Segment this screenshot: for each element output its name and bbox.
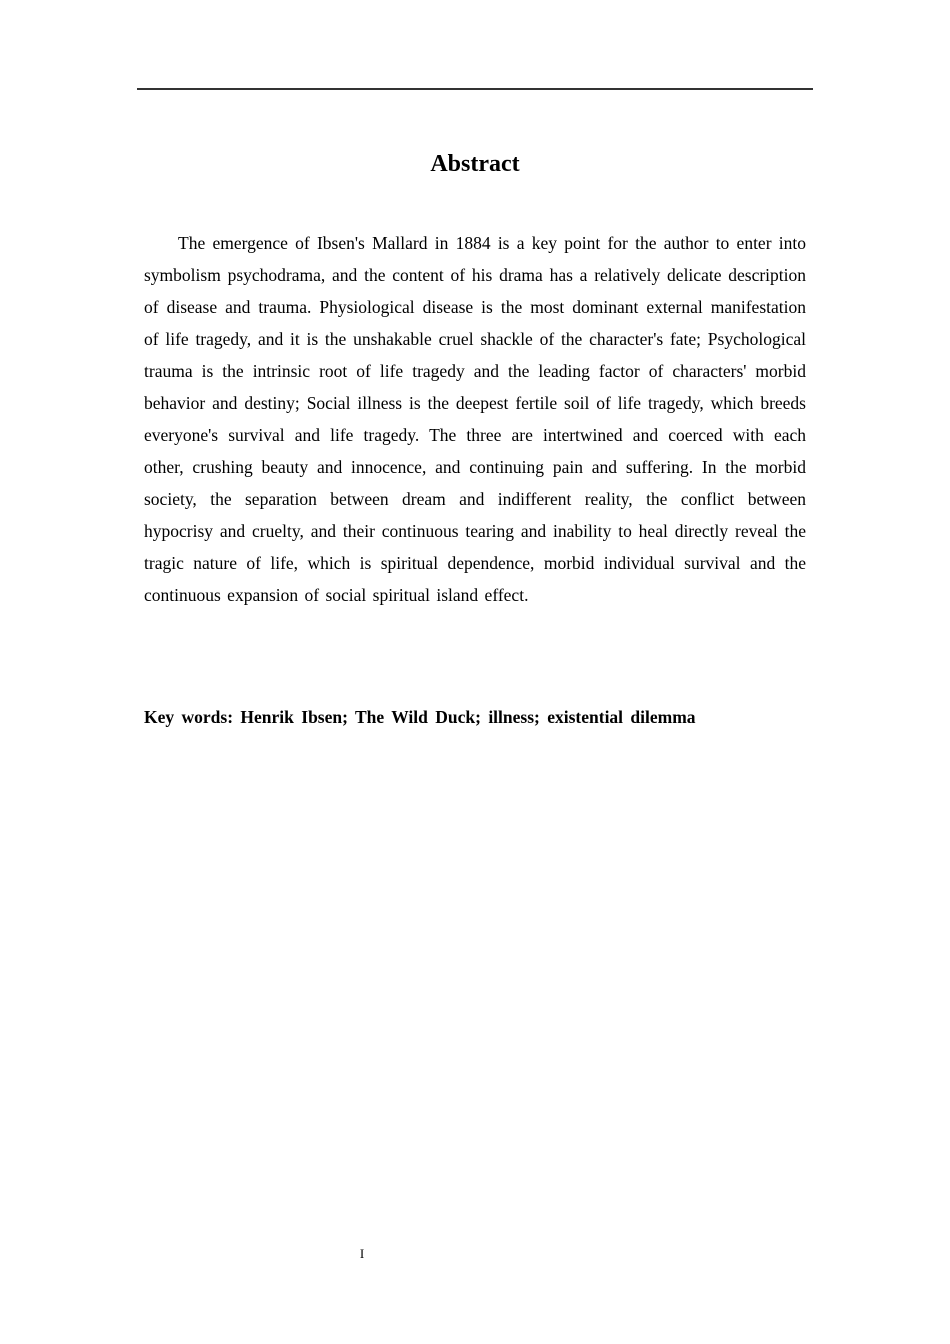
abstract-body: The emergence of Ibsen's Mallard in 1884 is a key point for the author to enter into symbolism psychodrama, and the content of his drama has a relatively delicate description of disease and trauma. Physiological disease is the most dominant external manifestation of life tragedy, and it is the unshakable cruel shackle of the character's fate; Psychological trauma is the intrinsic root of life tragedy and the leading factor of characters' morbid behavior and destiny; Social illness is the deepest fertile soil of life tragedy, which breeds everyone's survival and life tragedy. The three are intertwined and coerced with each other, crushing beauty and innocence, and continuing pain and suffering. In the morbid society, the separation between dream and indifferent reality, the conflict between hypocrisy and cruelty, and their continuous tearing and inability to heal directly reveal the tragic nature of life, which is spiritual dependence, morbid individual survival and the continuous expansion of social spiritual island effect. (144, 233, 806, 605)
page-title: Abstract (430, 151, 520, 177)
keywords-line: Key words: Henrik Ibsen; The Wild Duck; illness; existential dilemma (144, 707, 696, 727)
header-rule (137, 88, 813, 90)
page-number: I (359, 1246, 365, 1261)
